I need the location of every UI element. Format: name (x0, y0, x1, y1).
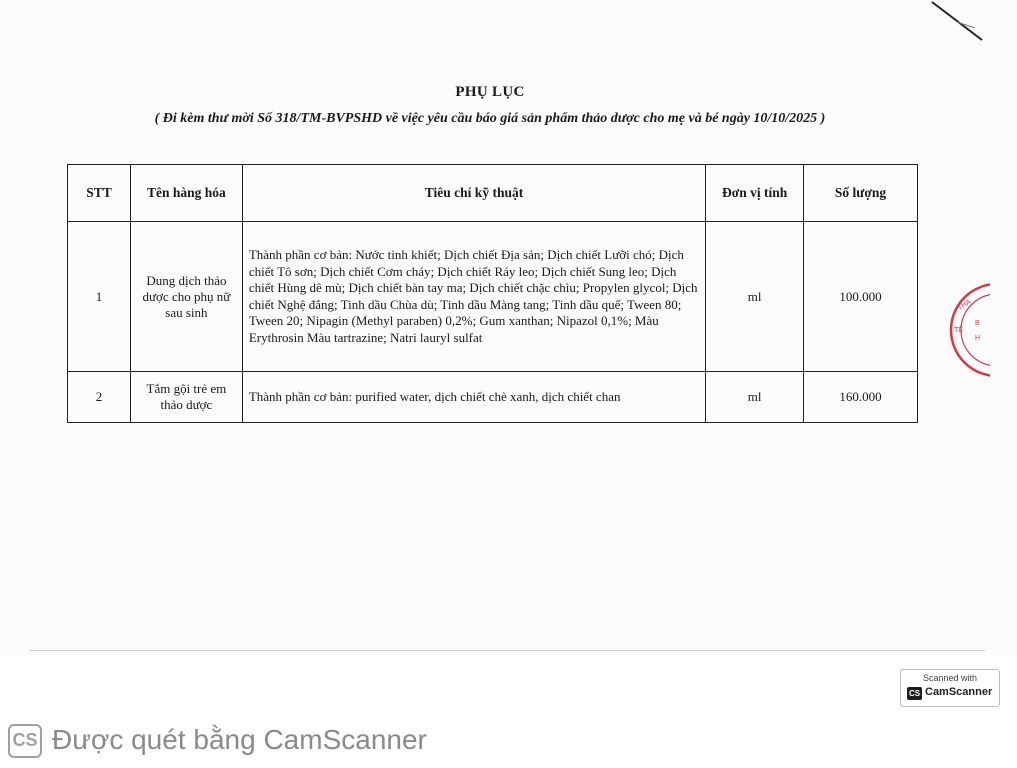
header-spec: Tiêu chí kỹ thuật (242, 165, 705, 222)
camscanner-footer (0, 712, 1017, 768)
cell-qty: 160.000 (804, 372, 918, 423)
page-title: PHỤ LỤC (455, 84, 525, 100)
svg-text:THA: THA (956, 298, 973, 312)
svg-text:H: H (975, 335, 981, 342)
camscanner-badge (900, 669, 1000, 707)
header-stt: STT (68, 165, 131, 222)
table-header-row (68, 165, 918, 222)
cell-stt: 1 (68, 222, 131, 372)
cell-unit: ml (706, 222, 804, 372)
goods-table (67, 164, 918, 423)
page-subtitle: ( Đi kèm thư mời Số 318/TM-BVPSHD về việc yêu cầu báo giá sản phẩm thảo dược cho mẹ và bé ngày 10/10/2025 ) (154, 111, 826, 126)
scan-edge-line (30, 650, 985, 651)
header-qty: Số lượng (804, 165, 918, 222)
svg-text:B: B (975, 320, 980, 327)
cell-stt: 2 (68, 372, 131, 423)
cell-unit: ml (706, 372, 804, 423)
table-row (68, 222, 918, 372)
table-row (68, 372, 918, 423)
cell-name: Tắm gội trẻ em thảo dược (130, 372, 242, 423)
red-seal-stamp-partial (945, 280, 990, 380)
badge-brand: CamScanner (925, 686, 993, 698)
cell-qty: 100.000 (804, 222, 918, 372)
header-unit: Đơn vị tính (706, 165, 804, 222)
camscanner-footer-logo-icon: CS (8, 724, 42, 758)
footer-text: Được quét bằng CamScanner (52, 724, 427, 755)
page-corner-fold (927, 0, 987, 45)
cell-spec: Thành phần cơ bản: purified water, dịch chiết chè xanh, dịch chiết chan (242, 372, 705, 423)
camscanner-logo-icon: CS (908, 689, 921, 698)
cell-spec: Thành phần cơ bản: Nước tinh khiết; Dịch chiết Địa sản; Dịch chiết Lưỡi chó; Dịch chiết Tô sơn; Dịch chiết Cơm cháy; Dịch chiết Ráy leo; Dịch chiết Sung leo; Dịch chiết Hùng dê mù; Dịch chiết bàn tay ma; Dịch chiết chặc chìu; Propylen glycol; Dịch chiết Nghệ đắng; Tinh dầu Chùa dù; Tinh dầu Màng tang; Tinh dầu quế; Tween 80; Tween 20; Nipagin (Methyl paraben) 0,2%; Gum xanthan; Nipazol 0,1%; Màu Erythrosin Màu tartrazine; Natri lauryl sulfat (242, 222, 705, 372)
svg-text:TẾ: TẾ (954, 327, 963, 334)
header-name: Tên hàng hóa (130, 165, 242, 222)
cell-name: Dung dịch thảo dược cho phụ nữ sau sinh (130, 222, 242, 372)
badge-scanned-with: Scanned with (922, 673, 978, 683)
